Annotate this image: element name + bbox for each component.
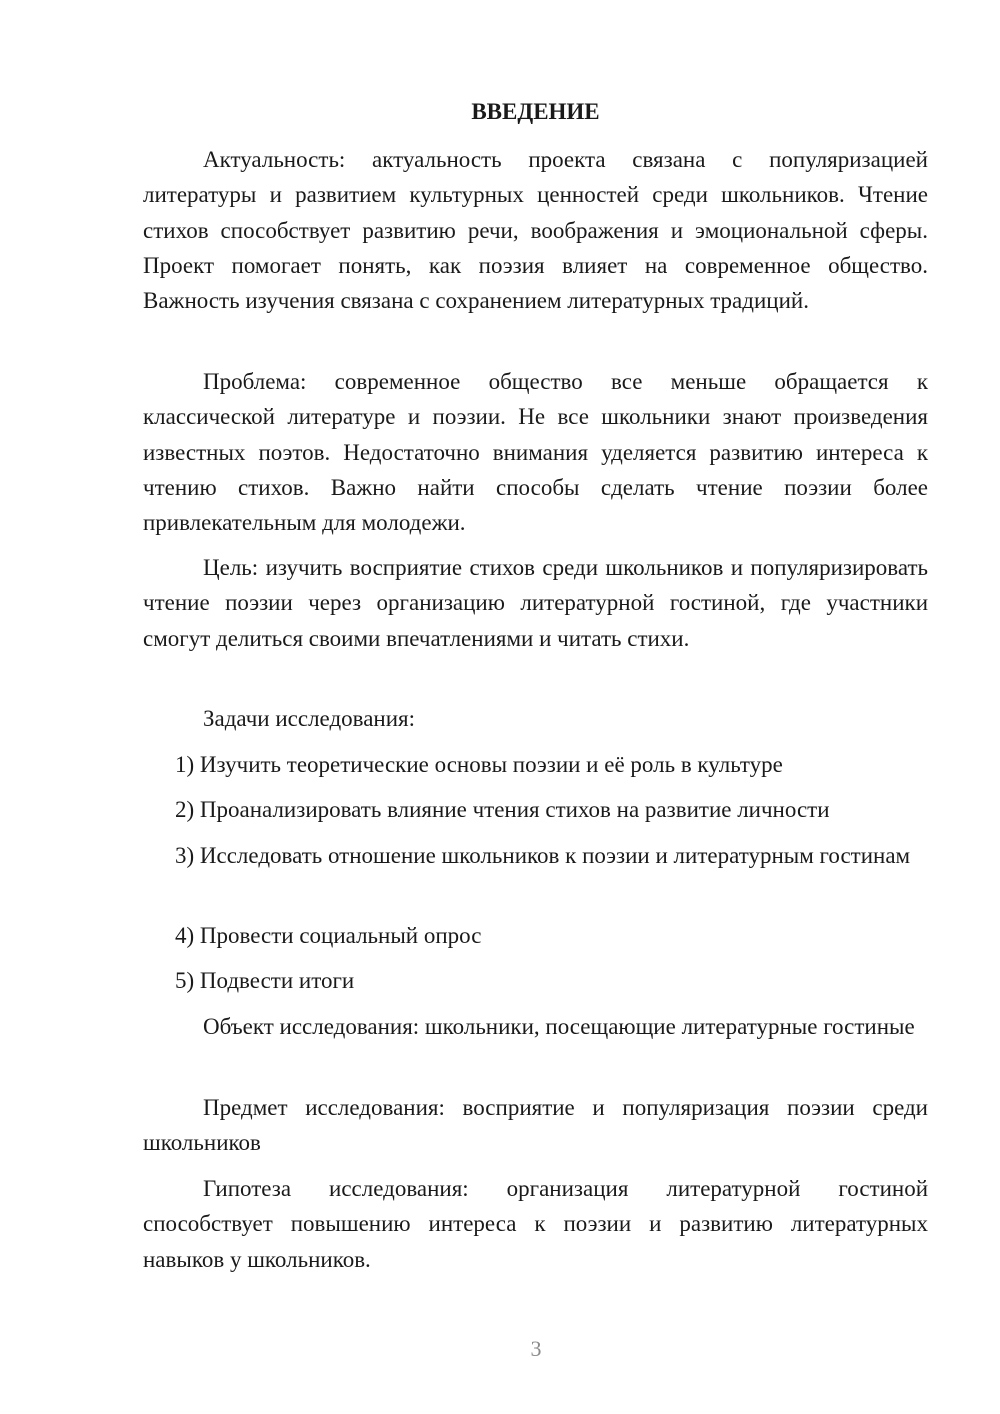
- list-item: 3) Исследовать отношение школьников к поэзии и литературным гостинам: [175, 843, 911, 868]
- list-item: 4) Провести социальный опрос: [175, 923, 482, 948]
- page-number: 3: [530, 1336, 542, 1361]
- paragraph-relevance: Актуальность: актуальность проекта связана с популяризацией литературы и развитием культурных ценностей среди школьников. Чтение стихов способствует развитию речи, воображения и эмоциональной сферы. Проект помогает понять, как поэзия влияет на современное общество. Важность изучения связана с сохранением литературных традиций.: [143, 147, 928, 314]
- page-title: ВВЕДЕНИЕ: [471, 99, 600, 124]
- list-item: 5) Подвести итоги: [175, 968, 355, 993]
- list-item: 2) Проанализировать влияние чтения стихов на развитие личности: [175, 797, 830, 822]
- paragraph-goal: Цель: изучить восприятие стихов среди школьников и популяризировать чтение поэзии через организацию литературной гостиной, где участники смогут делиться своими впечатлениями и читать стихи.: [143, 555, 928, 651]
- paragraph-hypothesis: Гипотеза исследования: организация литературной гостиной способствует повышению интереса к поэзии и развитию литературных навыков у школьников.: [143, 1176, 928, 1272]
- paragraph-problem: Проблема: современное общество все меньше обращается к классической литературе и поэзии. Не все школьники знают произведения известных поэтов. Недостаточно внимания уделяется развитию интереса к чтению стихов. Важно найти способы сделать чтение поэзии более привлекательным для молодежи.: [143, 369, 928, 536]
- paragraph-object: Объект исследования: школьники, посещающие литературные гостиные: [203, 1014, 915, 1039]
- list-item: 1) Изучить теоретические основы поэзии и её роль в культуре: [175, 752, 783, 777]
- paragraph-subject: Предмет исследования: восприятие и популяризация поэзии среди школьников: [143, 1095, 928, 1156]
- paragraph-tasks-heading: Задачи исследования:: [203, 706, 416, 731]
